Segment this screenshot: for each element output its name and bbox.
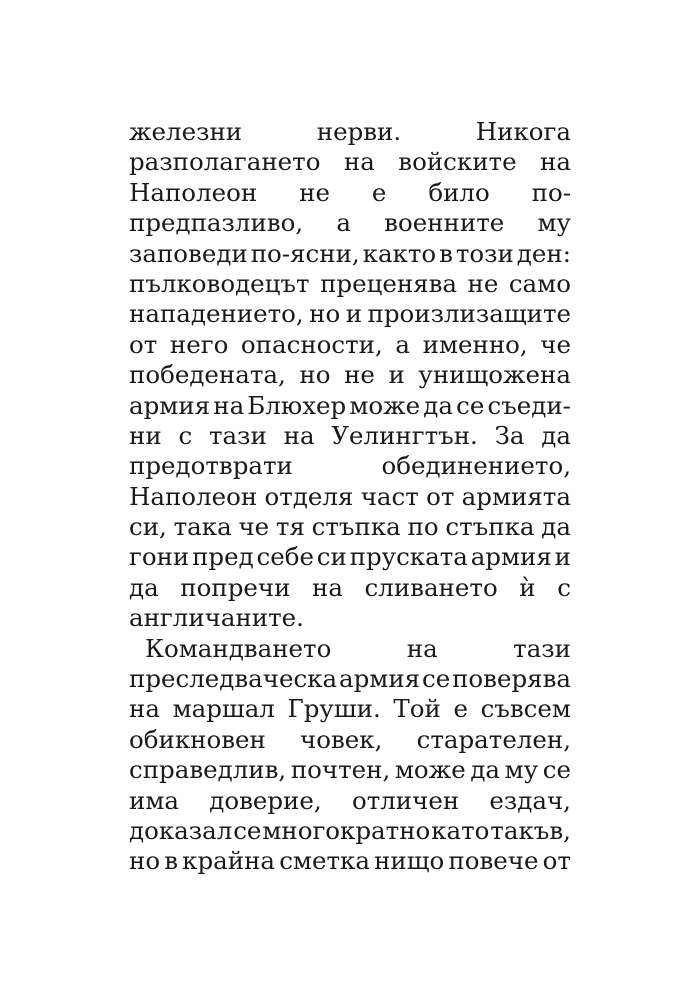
word: обединението, — [381, 451, 571, 481]
word: Блюхер — [247, 390, 347, 420]
word: военните — [384, 208, 505, 238]
word: пруската — [349, 542, 468, 572]
word: съеди- — [487, 390, 571, 420]
word: се — [542, 755, 571, 785]
word: маршал — [172, 694, 275, 724]
word: победената, — [129, 360, 286, 390]
word: така — [173, 512, 232, 542]
word: е — [453, 694, 468, 724]
word: Никога — [475, 117, 571, 146]
word: доверие, — [209, 785, 322, 815]
word: армия — [470, 542, 552, 572]
word: може — [394, 755, 466, 785]
word: и — [554, 542, 571, 572]
word: се — [456, 390, 485, 420]
word: си, — [129, 512, 167, 542]
word: се — [233, 815, 262, 845]
text-line — [129, 786, 571, 816]
word: железни — [129, 117, 243, 146]
word: сливането — [364, 572, 498, 602]
word: Той — [393, 694, 441, 724]
word: Наполеон — [129, 177, 258, 207]
word: разполагането — [129, 147, 321, 177]
word: Наполеон — [129, 481, 258, 511]
word: сметка — [279, 846, 370, 876]
word: било — [428, 177, 490, 207]
text-line — [129, 117, 571, 147]
text-line — [129, 694, 571, 724]
word: само — [508, 268, 571, 298]
word: по- — [531, 177, 571, 207]
word: съвсем — [480, 694, 571, 724]
text-line — [129, 360, 571, 390]
text-line — [129, 512, 571, 542]
word: по-ясни, — [250, 238, 360, 268]
text-line — [129, 299, 571, 329]
word: може — [349, 390, 421, 420]
word: отделя — [264, 481, 354, 511]
text-line — [129, 603, 571, 633]
word: Груши. — [287, 694, 381, 724]
word: тя — [275, 512, 305, 542]
text-line — [129, 451, 571, 481]
word: армията — [461, 481, 571, 511]
word: но — [309, 299, 341, 329]
word: а — [395, 329, 411, 359]
text-line — [129, 846, 571, 876]
word: такъв, — [490, 815, 571, 845]
word: му — [504, 755, 539, 785]
word: крайна — [182, 846, 276, 876]
text-line — [129, 634, 571, 664]
paragraph — [129, 117, 571, 634]
word: но — [299, 360, 331, 390]
word: не — [344, 360, 375, 390]
word: ѝ — [519, 572, 536, 602]
word: поверява — [452, 664, 571, 694]
word: нападението, — [129, 299, 304, 329]
word: ездач, — [489, 785, 571, 815]
word: гони — [129, 542, 190, 572]
word: да — [541, 512, 571, 542]
text-line — [129, 573, 571, 603]
word: тази — [208, 420, 267, 450]
word: че — [238, 512, 270, 542]
text-line — [129, 269, 571, 299]
word: да — [470, 755, 501, 785]
word: заповеди — [129, 238, 248, 268]
word: пълководецът — [129, 268, 310, 298]
word: на — [213, 390, 245, 420]
word: тази — [513, 633, 571, 663]
text-line — [129, 239, 571, 269]
word: част — [360, 481, 419, 511]
word: попречи — [180, 572, 291, 602]
text-line — [129, 421, 571, 451]
word: че — [540, 329, 571, 359]
word: За — [494, 420, 525, 450]
word: има — [129, 785, 179, 815]
word: на — [343, 147, 375, 177]
word: човек, — [300, 724, 383, 754]
word: многократно — [262, 815, 431, 845]
word: ден: — [516, 238, 571, 268]
word: по — [407, 512, 439, 542]
word: войските — [398, 147, 517, 177]
word: справедлив, — [129, 755, 287, 785]
word: от — [129, 329, 158, 359]
word: доказал — [129, 815, 233, 845]
word: нищо — [374, 846, 445, 876]
word: му — [537, 208, 571, 238]
word: стъпка — [311, 512, 401, 542]
word: предпазливо, — [129, 208, 304, 238]
word: армия — [338, 664, 421, 694]
word: и — [345, 299, 363, 329]
word: него — [169, 329, 229, 359]
text-line — [129, 178, 571, 208]
text-line — [129, 482, 571, 512]
text-line — [129, 725, 571, 755]
word: унищожена — [418, 360, 571, 390]
word: да — [129, 572, 159, 602]
word: ни — [129, 420, 162, 450]
word: като — [431, 815, 490, 845]
text-line — [129, 208, 571, 238]
word: именно, — [422, 329, 528, 359]
word: обикновен — [129, 724, 266, 754]
word: с — [557, 572, 571, 602]
word: на — [406, 633, 438, 663]
word: а — [336, 208, 351, 238]
word: на — [129, 694, 160, 724]
word: повече — [448, 846, 539, 876]
word: да — [541, 420, 571, 450]
word: почтен, — [290, 755, 391, 785]
word: с — [178, 420, 193, 450]
word: отличен — [351, 785, 460, 815]
word: стъпка — [445, 512, 535, 542]
word: от — [542, 846, 571, 876]
word: преследваческа — [129, 664, 338, 694]
word: на — [312, 572, 343, 602]
word: англичаните. — [129, 603, 304, 633]
word: да — [423, 390, 453, 420]
word: нерви. — [316, 117, 402, 146]
text-line — [129, 664, 571, 694]
text-line — [129, 147, 571, 177]
word: опасности, — [240, 329, 383, 359]
word: се — [421, 664, 451, 694]
word: предотврати — [129, 451, 293, 481]
word: преценява — [320, 268, 458, 298]
word: не — [467, 268, 499, 298]
word: себе — [256, 542, 314, 572]
word: армия — [129, 390, 211, 420]
word: старателен, — [416, 724, 571, 754]
word: не — [299, 177, 330, 207]
text-line — [129, 816, 571, 846]
paragraph — [129, 634, 571, 877]
page-text — [129, 117, 571, 877]
word: Командването — [145, 633, 332, 663]
word: Уелингтън. — [331, 420, 478, 450]
word: както — [362, 238, 437, 268]
word: на — [540, 147, 571, 177]
word: пред — [192, 542, 254, 572]
word: произлизащите — [367, 299, 571, 329]
word: на — [283, 420, 315, 450]
word: този — [455, 238, 514, 268]
text-line — [129, 542, 571, 572]
text-line — [129, 330, 571, 360]
word: си — [316, 542, 347, 572]
word: но — [129, 846, 161, 876]
word: от — [426, 481, 455, 511]
word: в — [439, 238, 453, 268]
word: и — [388, 360, 405, 390]
text-line — [129, 755, 571, 785]
word: в — [164, 846, 179, 876]
text-line — [129, 391, 571, 421]
word: е — [371, 177, 387, 207]
